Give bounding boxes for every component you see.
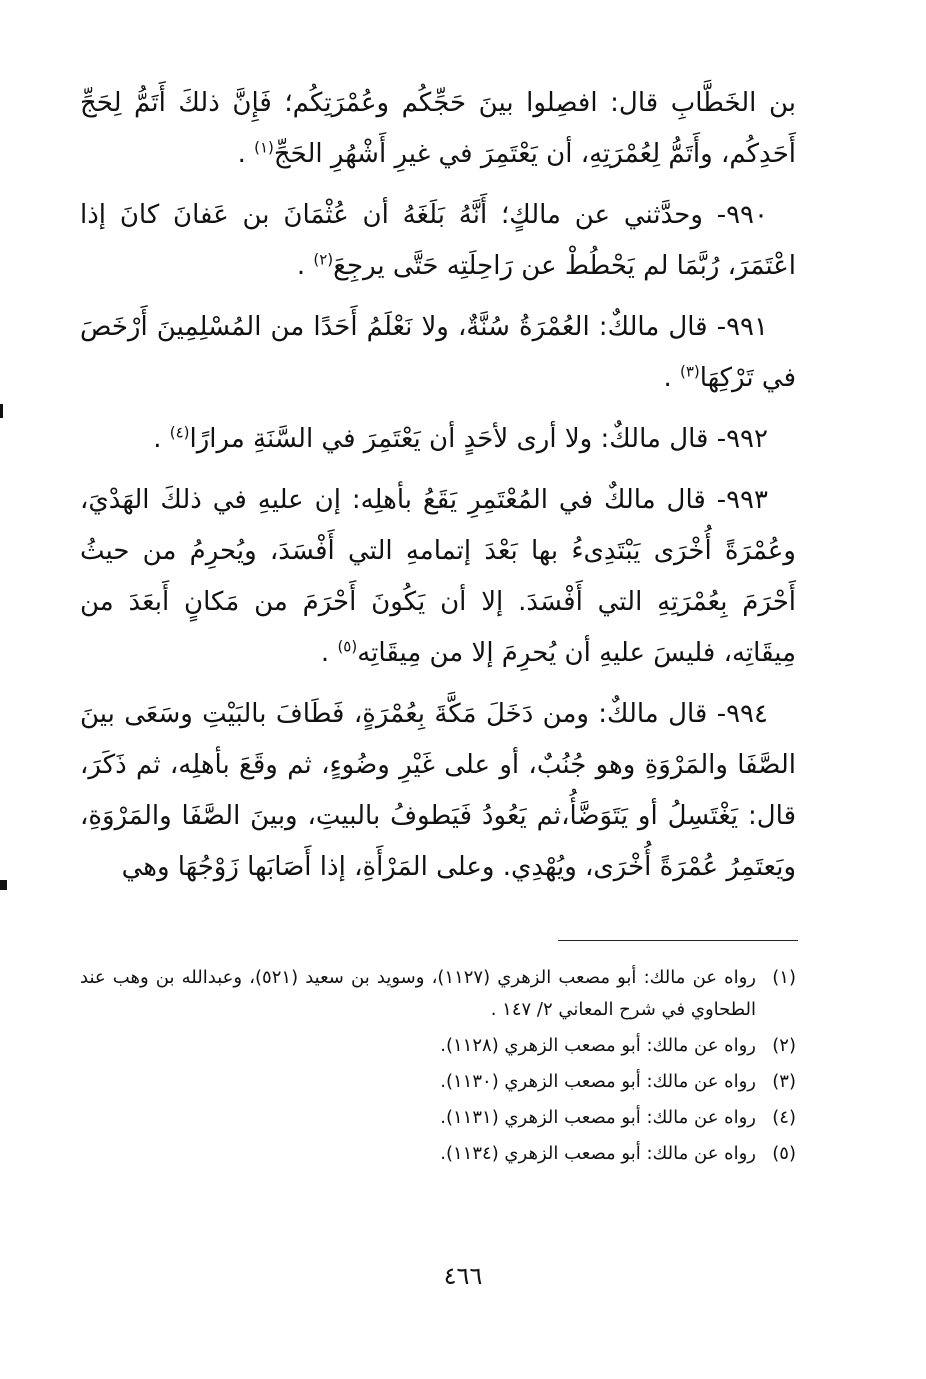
paragraph-992: ٩٩٢- قال مالكٌ: ولا أرى لأحَدٍ أن يَعْتَمِرَ في السَّنَةِ مرارًا$^{(٤)}$ . bbox=[153, 423, 768, 454]
footnote-text: رواه عن مالك: أبو مصعب الزهري (١١٢٧)، وسويد بن سعيد (٥٢١)، وعبدالله بن وهب عند الطحاوي في شرح المعاني ٢/ ١٤٧ . bbox=[80, 967, 756, 1020]
scan-edge-mark bbox=[0, 404, 3, 418]
footnote-number: (١) bbox=[772, 967, 796, 988]
footnote-text: رواه عن مالك: أبو مصعب الزهري (١١٢٨). bbox=[440, 1035, 756, 1056]
footnote-ref-3[interactable]: (٣) bbox=[679, 362, 700, 381]
paragraph-991: ٩٩١- قال مالكٌ: العُمْرَةُ سُنَّةٌ، ولا نَعْلَمُ أَحَدًا من المُسْلِمِينَ أَرْخَصَ في تَرْكِهَا$^{(٣)}$ . bbox=[80, 312, 796, 393]
footnotes bbox=[80, 962, 796, 1174]
footnote-5 bbox=[80, 1138, 796, 1170]
footnote-number: (٣) bbox=[772, 1071, 796, 1092]
page-number: ٤٦٦ bbox=[443, 1262, 483, 1290]
footnote-1 bbox=[80, 962, 796, 1026]
paragraph-continuation: بن الخَطَّابِ قال: افصِلوا بينَ حَجِّكُم وعُمْرَتِكُم؛ فَإِنَّ ذلكَ أَتَمُّ لِحَجِّ أَحَدِكُم، وأَتَمُّ لِعُمْرَتِهِ، أن يَعْتَمِرَ في غيرِ أَشْهُرِ الحَجِّ$^{(١)}$ . bbox=[80, 88, 796, 169]
footnote-number: (٤) bbox=[772, 1107, 796, 1128]
footnote-number: (٥) bbox=[772, 1143, 796, 1164]
footnote-text: رواه عن مالك: أبو مصعب الزهري (١١٣١). bbox=[440, 1107, 756, 1128]
footnote-text: رواه عن مالك: أبو مصعب الزهري (١١٣٠). bbox=[440, 1071, 756, 1092]
footnote-ref-1[interactable]: (١) bbox=[254, 138, 274, 157]
footnote-2 bbox=[80, 1030, 796, 1062]
footnote-number: (٢) bbox=[772, 1035, 796, 1056]
footnote-divider bbox=[558, 940, 798, 941]
footnote-4 bbox=[80, 1102, 796, 1134]
footnote-ref-5[interactable]: (٥) bbox=[337, 637, 358, 656]
footnote-3 bbox=[80, 1066, 796, 1098]
footnote-text: رواه عن مالك: أبو مصعب الزهري (١١٣٤). bbox=[440, 1143, 756, 1164]
footnote-ref-4[interactable]: (٤) bbox=[169, 423, 190, 442]
scan-edge-mark bbox=[0, 880, 7, 890]
paragraph-994: ٩٩٤- قال مالكٌ: ومن دَخَلَ مَكَّةَ بِعُمْرَةٍ، فَطَافَ بالبَيْتِ وسَعَى بينَ الصَّفَا والمَرْوَةِ وهو جُنُبٌ، أو على غَيْرِ وضُوءٍ، ثم وقَعَ بأهلِه، ثم ذَكَرَ، قال: يَغْتَسِلُ أو يَتَوَضَّأُ،ثم يَعُودُ فَيَطوفُ بالبيتِ، وبينَ الصَّفَا والمَرْوَةِ، ويَعتَمِرُ عُمْرَةً أُخْرَى، ويُهْدِي. وعلى المَرْأَةِ، إذا أَصَابَها زَوْجُهَا وهي bbox=[80, 699, 796, 882]
footnote-ref-2[interactable]: (٢) bbox=[313, 250, 334, 269]
paragraph-990: ٩٩٠- وحدَّثني عن مالكٍ؛ أَنَّهُ بَلَغَهُ أن عُثْمَانَ بن عَفانَ كانَ إذا اعْتَمَرَ، رُبَّمَا لم يَحْطُطْ عن رَاحِلَتِه حَتَّى يرجِعَ$^{(٢)}$ . bbox=[80, 200, 796, 281]
paragraph-993: ٩٩٣- قال مالكٌ في المُعْتَمِرِ يَقَعُ بأهلِه: إن عليهِ في ذلكَ الهَدْيَ، وعُمْرَةً أُخْرَى يَبْتَدِىءُ بها بَعْدَ إتمامهِ التي أَفْسَدَ، ويُحرِمُ من حيثُ أَحْرَمَ بِعُمْرَتِهِ التي أَفْسَدَ. إلا أن يَكُونَ أَحْرَمَ من مَكانٍ أَبعَدَ من مِيقَاتِه، فليسَ عليهِ أن يُحرِمَ إلا من مِيقَاتِه$^{(٥)}$ . bbox=[80, 485, 796, 668]
main-text bbox=[80, 78, 796, 903]
